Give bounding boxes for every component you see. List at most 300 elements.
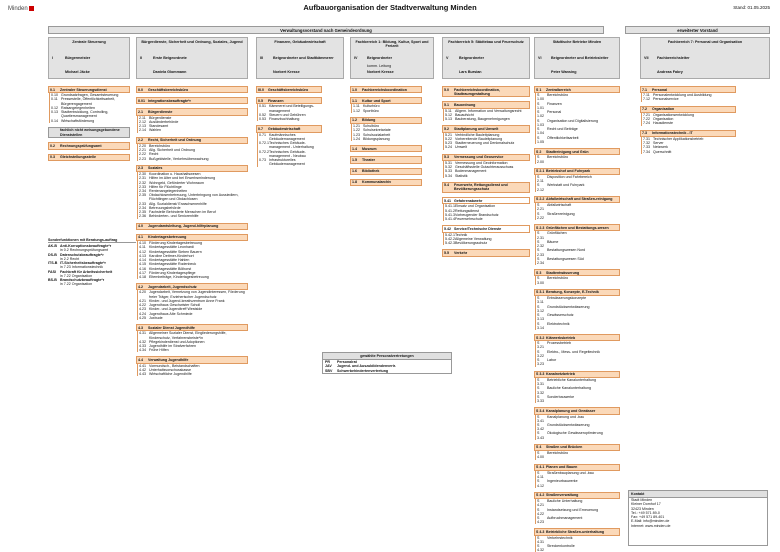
- org-unit-header: [350, 145, 422, 152]
- org-unit-item-label: Allg. Sozialdienst/ Erwachsenenhilfe: [149, 201, 207, 206]
- org-unit-number: 1.5: [352, 157, 357, 162]
- org-unit-item: [258, 141, 322, 149]
- special-function-code: FASI: [48, 269, 56, 274]
- org-unit-item: [138, 214, 248, 218]
- column-fachbereich-1: [350, 86, 422, 190]
- org-unit-item-number: 0.12: [51, 105, 58, 110]
- org-unit-item-label: Bauliche Unterhaltung: [547, 499, 583, 504]
- org-unit-item-label: Kämmerei und Beteiligungs-management: [269, 104, 315, 113]
- column-staedtische-betriebe: [534, 86, 620, 552]
- top-box-number: I: [52, 56, 54, 60]
- top-box-ii: [136, 37, 248, 79]
- org-unit-number: 1.1: [352, 98, 357, 103]
- org-unit-title: Museum: [362, 146, 377, 151]
- org-unit-header: [136, 86, 248, 93]
- org-unit-title: Geschäftsbereichsbüro: [148, 87, 189, 92]
- org-unit-item-label: Bodenmanagement: [455, 169, 487, 174]
- org-unit-header: [442, 182, 530, 193]
- org-unit-number: 4.1: [138, 235, 143, 240]
- column-fachbereich-5: [442, 86, 530, 261]
- org-unit-item: [536, 358, 620, 366]
- org-unit-item: [536, 183, 620, 191]
- org-unit-item-number: 0.72.1: [259, 141, 269, 146]
- top-box-number: IV: [354, 56, 358, 60]
- org-unit-title: Vermessung und Geoservice: [454, 155, 504, 160]
- top-box-vi: [534, 37, 620, 79]
- org-unit-item-label: Ausländerbehörde: [149, 119, 179, 124]
- org-unit-number: 5.41: [444, 198, 451, 203]
- org-unit-item-number: S 3.14: [537, 321, 544, 330]
- org-unit-title: Straßenverwaltung: [546, 493, 579, 498]
- org-unit-item-number: 5.41.2: [445, 208, 455, 213]
- org-unit-item: [50, 119, 130, 123]
- org-unit-item-label: Streckenkontrolle: [547, 544, 575, 549]
- special-function-code: AK-B: [48, 244, 57, 249]
- org-unit-item-label: Allgemeine Verwaltung: [455, 236, 492, 241]
- org-unit-item-number: 2.20: [139, 143, 146, 148]
- org-unit-block: [534, 86, 620, 144]
- org-unit-item-number: S 3.00: [537, 276, 544, 285]
- org-unit-item: [536, 431, 620, 439]
- org-unit-item: [50, 97, 130, 105]
- special-function-location-row: [48, 282, 136, 286]
- org-unit-number: II.01: [138, 98, 145, 103]
- org-unit-item: [536, 451, 620, 459]
- org-unit-item-label: Statistik: [455, 173, 468, 178]
- reps-title: gewählte Personalvertretungen: [323, 353, 451, 360]
- org-unit-title: Straßen und Brücken: [546, 445, 583, 450]
- org-unit-header: [534, 528, 620, 535]
- org-unit-header: [350, 97, 422, 104]
- top-box-role: Fachbereichsleiter: [657, 56, 690, 60]
- org-unit-number: 1.2: [352, 118, 357, 123]
- org-unit-item-number: 0.10: [51, 93, 58, 98]
- org-unit-item-label: Bestattungswesen Nord: [547, 248, 586, 253]
- org-unit-item: [536, 93, 620, 101]
- org-unit-item-label: Bauliche Kanalunterhaltung: [547, 386, 591, 391]
- org-unit-block: [442, 197, 530, 221]
- org-unit-title: Kultur und Sport: [362, 98, 391, 103]
- org-unit-item: [642, 97, 736, 101]
- org-unit-item: [536, 471, 620, 479]
- org-unit-list: [443, 109, 530, 122]
- org-unit-block: [534, 289, 620, 330]
- org-unit-title: Bibliothek: [362, 169, 380, 174]
- org-unit-title: fachlich nicht weisungsgebundene Dienststellen: [60, 128, 120, 137]
- org-unit-item-number: 2.36: [139, 214, 146, 219]
- org-unit-header: [534, 168, 620, 175]
- top-box-role: Beigeordneter und Stadtkämmerer: [273, 56, 334, 60]
- personalvertretungen: [322, 352, 452, 374]
- org-unit-item: [138, 316, 248, 320]
- section-main-header: Verwaltungsvorstand nach Gemeindeordnung: [48, 26, 604, 34]
- org-unit-item-label: Bereichsbüro: [547, 93, 569, 98]
- org-unit-item-number: S 4.12: [537, 479, 544, 488]
- org-unit-item: [536, 257, 620, 265]
- org-unit-header: [350, 168, 422, 175]
- org-unit-block: [48, 86, 130, 123]
- org-unit-list: [641, 93, 736, 101]
- special-function-code: BS-B: [48, 278, 57, 283]
- org-unit-item-label: Förderung Kindertagespflege: [149, 270, 196, 275]
- org-unit-item-number: 4.17: [139, 270, 146, 275]
- org-unit-item-label: Grundstücksentwässerung: [547, 423, 590, 427]
- org-unit-item-number: 5.42.1: [445, 232, 455, 237]
- org-unit-block: [350, 117, 422, 141]
- org-unit-title: Integrationsbeauftragte*r: [148, 98, 191, 103]
- org-unit-number: S 3.4: [536, 408, 545, 413]
- section-extended-header: erweiterter Vorstand: [625, 26, 770, 34]
- org-unit-title: Verkehr: [454, 250, 468, 255]
- org-unit-item-label: Technik: [455, 232, 468, 237]
- org-unit-item-label: Recht und Beiträge: [547, 127, 578, 132]
- org-unit-item: [536, 479, 620, 487]
- org-unit-item-number: 7.32: [643, 141, 650, 146]
- org-unit-list: [535, 415, 620, 440]
- org-unit-header: [534, 492, 620, 499]
- org-unit-item: [536, 276, 620, 284]
- org-unit-item-label: Steuern und Gebühren: [269, 112, 306, 117]
- org-unit-block: [534, 444, 620, 460]
- org-unit-item-number: 2.33: [139, 201, 146, 206]
- org-unit-item-label: Finanzen: [547, 101, 562, 106]
- org-unit-title: Planen und Bauen: [546, 465, 578, 470]
- org-unit-item-label: Bestattungswesen Süd: [547, 256, 584, 261]
- org-unit-item-number: 4.14: [139, 258, 146, 263]
- org-unit-item: [258, 104, 322, 112]
- org-unit-number: S 3: [536, 270, 542, 275]
- org-unit-item-number: 1.22: [353, 128, 360, 133]
- org-unit-item-label: Schulsozialarbeit: [363, 132, 391, 137]
- org-unit-block: [136, 234, 248, 279]
- org-unit-block: [534, 407, 620, 440]
- org-unit-item-label: Organisationsentwicklung: [653, 112, 694, 117]
- org-unit-block: [640, 106, 736, 126]
- top-box-title: Zentrale Steuerung: [72, 40, 106, 44]
- org-unit-item: [138, 193, 248, 201]
- org-unit-item-number: 2.30: [139, 172, 146, 177]
- org-unit-header: [136, 324, 248, 331]
- org-unit-item: [536, 378, 620, 386]
- org-unit-item-label: Bildungsplanung: [363, 136, 390, 141]
- top-box-role: Bürgermeister: [65, 56, 91, 60]
- org-unit-header: [534, 196, 620, 203]
- special-function-code: ITS-B: [48, 261, 58, 266]
- org-unit-item-number: S 2.33: [537, 248, 544, 257]
- org-unit-item-label: Straßenreinigung: [547, 211, 575, 216]
- org-unit-item-number: 4.34: [139, 348, 146, 353]
- org-unit-item-label: Grünflächen: [547, 231, 567, 236]
- top-box-person: Norbert Kresse: [367, 70, 394, 74]
- org-unit-item-label: Jugendhilfe im Strafverfahren: [149, 344, 196, 349]
- org-unit-block: [534, 269, 620, 285]
- special-function-location: in 2.2 Recht: [60, 256, 80, 261]
- org-unit-number: 0.1: [50, 87, 55, 92]
- org-unit-item-label: Server: [653, 141, 664, 146]
- org-unit-item-number: 7.21: [643, 112, 650, 117]
- org-unit-title: Klärwerksbetrieb: [546, 335, 576, 340]
- org-unit-item: [536, 341, 620, 349]
- org-unit-number: S 4.2: [536, 493, 545, 498]
- org-unit-title: Kommunalarchiv: [362, 180, 392, 185]
- org-unit-item-label: Personalservice: [653, 97, 679, 102]
- org-unit-item-number: 5.11: [445, 108, 452, 113]
- org-unit-block: [256, 125, 322, 166]
- org-unit-item-label: Technischer Applikationsbetrieb: [653, 136, 704, 141]
- org-unit-item-label: Stadterneuerung und Denkmalschutz: [455, 141, 515, 146]
- org-unit-item: [536, 155, 620, 163]
- org-unit-item-label: Rentenangelegenheiten: [149, 188, 188, 193]
- org-unit-list: [443, 204, 530, 221]
- top-box-sub: komm. Leitung: [367, 64, 392, 68]
- org-unit-item-number: 5.34: [445, 173, 452, 178]
- org-unit-item-number: 4.20: [139, 290, 146, 295]
- org-unit-item-label: Abfallwirtschaft: [547, 203, 572, 208]
- org-unit-title: Bildung: [362, 118, 376, 123]
- org-unit-item: [536, 536, 620, 544]
- org-unit-item: [536, 248, 620, 256]
- org-unit-item: [536, 127, 620, 135]
- org-unit-item: [258, 150, 322, 158]
- org-unit-item-number: 5.42.2: [445, 236, 455, 241]
- org-unit-item-number: 0.52: [259, 112, 266, 117]
- org-unit-item-label: Bäume: [547, 239, 559, 244]
- org-unit-title: Bürgerdienste: [148, 109, 173, 114]
- org-unit-list: [535, 499, 620, 524]
- org-unit-item-label: Allgem. Information und Verwaltungsrecht: [455, 108, 522, 113]
- org-unit-list: [137, 144, 248, 161]
- top-box-person: Daniela Glommann: [153, 70, 187, 74]
- org-unit-item-label: Öffentlichkeitsarbeit: [547, 135, 579, 140]
- top-box-role: Beigeordneter und Betriebsleiter: [551, 56, 609, 60]
- org-unit-item: [536, 110, 620, 118]
- org-unit-item-number: 0.71: [259, 132, 266, 137]
- org-unit-list: [535, 471, 620, 488]
- org-unit-item: [258, 133, 322, 141]
- org-unit-item-number: 7.11: [643, 93, 650, 98]
- org-unit-block: [48, 127, 130, 138]
- org-unit-item-label: Hilfen für Flüchtlinge: [149, 184, 182, 189]
- org-unit-item-label: Förderung Kindertagesbetreuung: [149, 241, 202, 246]
- org-unit-block: [136, 356, 248, 376]
- org-unit-header: [350, 179, 422, 186]
- special-function-location: in 0.2 Rechnungsprüfungsamt: [60, 248, 108, 253]
- org-unit-item-number: 5.23: [445, 141, 452, 146]
- org-unit-item-label: Kinder- und Jugendtreff Westside: [149, 307, 203, 312]
- org-unit-title: Kanalplanung und Gewässer: [546, 408, 596, 413]
- org-unit-header: [534, 334, 620, 341]
- org-unit-item-label: Behinderten- und Seniorenhilfe: [149, 214, 199, 219]
- org-unit-header: [534, 269, 620, 276]
- org-unit-item-label: Grundstücksentwässerung: [547, 304, 590, 309]
- kontakt-line: Stadt Minden: [631, 498, 653, 503]
- top-box-role: Erste Beigeordnete: [153, 56, 187, 60]
- org-unit-item: [138, 348, 248, 352]
- column-fachbereich-7: [640, 86, 736, 158]
- org-unit-list: [443, 133, 530, 150]
- org-unit-block: [350, 86, 422, 93]
- org-unit-item-label: Ratsangelegenheiten: [61, 105, 95, 110]
- org-unit-number: 5.2: [444, 126, 449, 131]
- org-unit-item-number: S 3.43: [537, 431, 544, 440]
- rep-code: JAV: [325, 364, 332, 369]
- org-unit-item-number: 4.31: [139, 331, 146, 336]
- org-unit-item-number: S 1.04: [537, 127, 544, 136]
- org-unit-item-label: Fachstelle Behinderte Menschen im Beruf: [149, 210, 216, 215]
- org-unit-title: Betriebshof und Fuhrpark: [546, 169, 591, 174]
- org-unit-item: [642, 150, 736, 154]
- org-unit-item-label: Bußgeldstelle, Verkehrsüberwachung: [149, 156, 209, 161]
- org-unit-number: II.0: [138, 87, 143, 92]
- org-unit-number: 2.2: [138, 138, 143, 143]
- org-unit-item-number: S 2.34: [537, 256, 544, 265]
- org-unit-number: S 2.1: [536, 169, 545, 174]
- org-unit-item: [536, 296, 620, 304]
- org-unit-item-label: Technisches Gebäude-management - Unterhaltung: [269, 141, 314, 150]
- org-unit-item-label: Sonderbauwerke: [547, 394, 575, 399]
- org-unit-title: Service/Technische Dienste: [454, 226, 502, 231]
- top-box-number: III: [260, 56, 264, 60]
- org-unit-item-label: Einsatz und Organisation: [455, 204, 496, 209]
- top-box-vii: [640, 37, 770, 79]
- org-unit-item-number: 4.16: [139, 266, 146, 271]
- org-unit-header: [48, 86, 130, 93]
- org-unit-header: [136, 234, 248, 241]
- org-unit-header: [640, 86, 736, 93]
- org-unit-title: Zentralbereich: [546, 87, 571, 92]
- org-unit-header: [534, 148, 620, 155]
- org-unit-item-label: Bereichsbüro: [149, 143, 171, 148]
- org-unit-item-number: S 1.05: [537, 135, 544, 144]
- org-unit-item-number: S 3.41: [537, 414, 544, 423]
- org-unit-title: Stadtentwässerung: [546, 270, 580, 275]
- org-unit-item-label: Stadtentwicklung, Controlling, Quartiersmanagement: [61, 110, 109, 119]
- org-unit-title: Jugendamtsleitung, Jugend-hilfeplanung: [148, 224, 219, 229]
- org-unit-number: 0.2: [50, 143, 55, 148]
- special-functions: [48, 238, 136, 287]
- org-unit-item: [536, 136, 620, 144]
- org-unit-header: [136, 108, 248, 115]
- org-unit-item-label: Kaufmännisches Gebäudemanagement: [269, 132, 305, 141]
- org-unit-item-label: Organisation und Digitalisierung: [547, 118, 598, 123]
- org-unit-item-number: 4.11: [139, 245, 146, 250]
- org-unit-item-label: Bürgerdienste: [149, 115, 172, 120]
- org-unit-item-label: Vermessung und Geoinformation: [455, 160, 508, 165]
- org-unit-item-number: 2.31: [139, 176, 146, 181]
- org-unit-title: Zentraler Steuerungsdienst: [60, 87, 107, 92]
- org-unit-header: [534, 224, 620, 231]
- org-unit-title: Gebäudewirtschaft: [268, 126, 301, 131]
- org-unit-header: [256, 97, 322, 104]
- org-unit-block: [136, 283, 248, 320]
- org-unit-list: [49, 93, 130, 123]
- org-unit-item-label: Ingenieurbauwerke: [547, 479, 578, 484]
- org-unit-number: 0.5: [258, 98, 263, 103]
- org-unit-block: [442, 225, 530, 245]
- org-unit-item-number: S 4.21: [537, 499, 544, 508]
- org-unit-item-number: S 3.32: [537, 386, 544, 395]
- org-unit-list: [535, 451, 620, 459]
- org-unit-number: S 2.2: [536, 197, 545, 202]
- org-unit-header: [136, 165, 248, 172]
- org-unit-block: [534, 334, 620, 367]
- org-unit-item-label: Jugendarbeit, Vernetzung von Jugendinteressen, Förderung freier Träger, Erzieherischer Jugendschutz: [149, 290, 245, 299]
- org-unit-item-label: Infrastrukturelles Gebäudemanagement: [269, 158, 305, 167]
- org-unit-item-label: Kinder- und Jugend-kreativzentrum Anne Frank: [149, 298, 225, 303]
- org-unit-item-label: Elektro-, Mess- und Regeltechnik: [547, 349, 600, 354]
- org-unit-list: [137, 116, 248, 133]
- top-box-person: Andreas Fabry: [657, 70, 683, 74]
- org-unit-item-label: Frühe Hilfen: [149, 348, 169, 353]
- org-unit-title: Jugendarbeit, Jugendschutz: [148, 284, 197, 289]
- org-unit-item-number: 2.14: [139, 128, 146, 133]
- top-box-title: Bürgerdienste, Sicherheit und Ordnung, Soziales, Jugend: [141, 40, 243, 44]
- org-unit-item-label: Umwelt: [455, 145, 467, 150]
- org-unit-item-number: 4.15: [139, 262, 146, 267]
- org-unit-item-number: S 2.11: [537, 174, 544, 184]
- org-unit-item: [258, 158, 322, 166]
- org-unit-item: [536, 313, 620, 321]
- org-unit-list: [443, 161, 530, 178]
- rep-name: Schwerbehindertenvertretung: [337, 368, 389, 373]
- org-unit-block: [442, 182, 530, 193]
- org-unit-item-label: Jugendhaus Geschwister Scholl: [149, 303, 201, 308]
- special-function-name: Anti-Korruptionsbeauftragte*r: [60, 244, 112, 249]
- org-unit-item-number: 4.10: [139, 241, 146, 246]
- org-unit-number: 5.4: [444, 183, 449, 188]
- org-unit-header: [534, 407, 620, 414]
- org-unit-item-number: 1.24: [353, 136, 360, 141]
- top-box-person: Michael Jäcke: [65, 70, 90, 74]
- org-unit-block: [534, 224, 620, 265]
- org-unit-number: 7.1: [642, 87, 647, 92]
- org-unit-block: [256, 97, 322, 121]
- org-unit-item-number: 1.23: [353, 132, 360, 137]
- org-unit-item-number: 2.34: [139, 188, 146, 193]
- org-unit-item: [536, 119, 620, 127]
- org-unit-item-label: Koordination u. Haushaltswesen: [149, 172, 201, 177]
- org-unit-item: [536, 386, 620, 394]
- org-unit-item-number: S 3.22: [537, 349, 544, 358]
- org-unit-header: [442, 86, 530, 97]
- org-unit-header: [640, 130, 736, 137]
- org-unit-list: [535, 203, 620, 220]
- org-unit-block: [442, 86, 530, 97]
- org-unit-title: Informationstechnik - IT: [652, 131, 693, 136]
- org-unit-item-label: Werkstatt und Fuhrpark: [547, 183, 585, 188]
- special-function-name: Fachkraft für Arbeitssicherheit: [60, 269, 113, 274]
- org-unit-item-number: S 4.11: [537, 470, 544, 480]
- kontakt-line: 32423 Minden: [631, 506, 654, 511]
- org-unit-item-label: Betriebliche Kanalunterhaltung: [547, 377, 596, 382]
- org-unit-header: [136, 137, 248, 144]
- org-unit-item-number: 2.12: [139, 119, 146, 124]
- org-unit-title: Feuerwehr, Rettungsdienst und Bevölkerungsschutz: [454, 183, 508, 192]
- top-box-iv: [350, 37, 434, 79]
- org-unit-item: [536, 423, 620, 431]
- top-box-person: Lars Bursian: [459, 70, 482, 74]
- org-unit-item-label: Verbindliche Bauleitplanung: [455, 132, 500, 137]
- org-unit-block: [534, 196, 620, 220]
- org-unit-item-number: 0.51: [259, 104, 266, 109]
- org-unit-block: [136, 223, 248, 230]
- org-unit-number: 5.5: [444, 250, 449, 255]
- org-unit-item-number: 5.12: [445, 112, 452, 117]
- org-unit-block: [350, 97, 422, 113]
- org-unit-item-number: 4.21: [139, 298, 146, 303]
- org-unit-number: 4.4: [138, 357, 143, 362]
- org-unit-item: [138, 372, 248, 376]
